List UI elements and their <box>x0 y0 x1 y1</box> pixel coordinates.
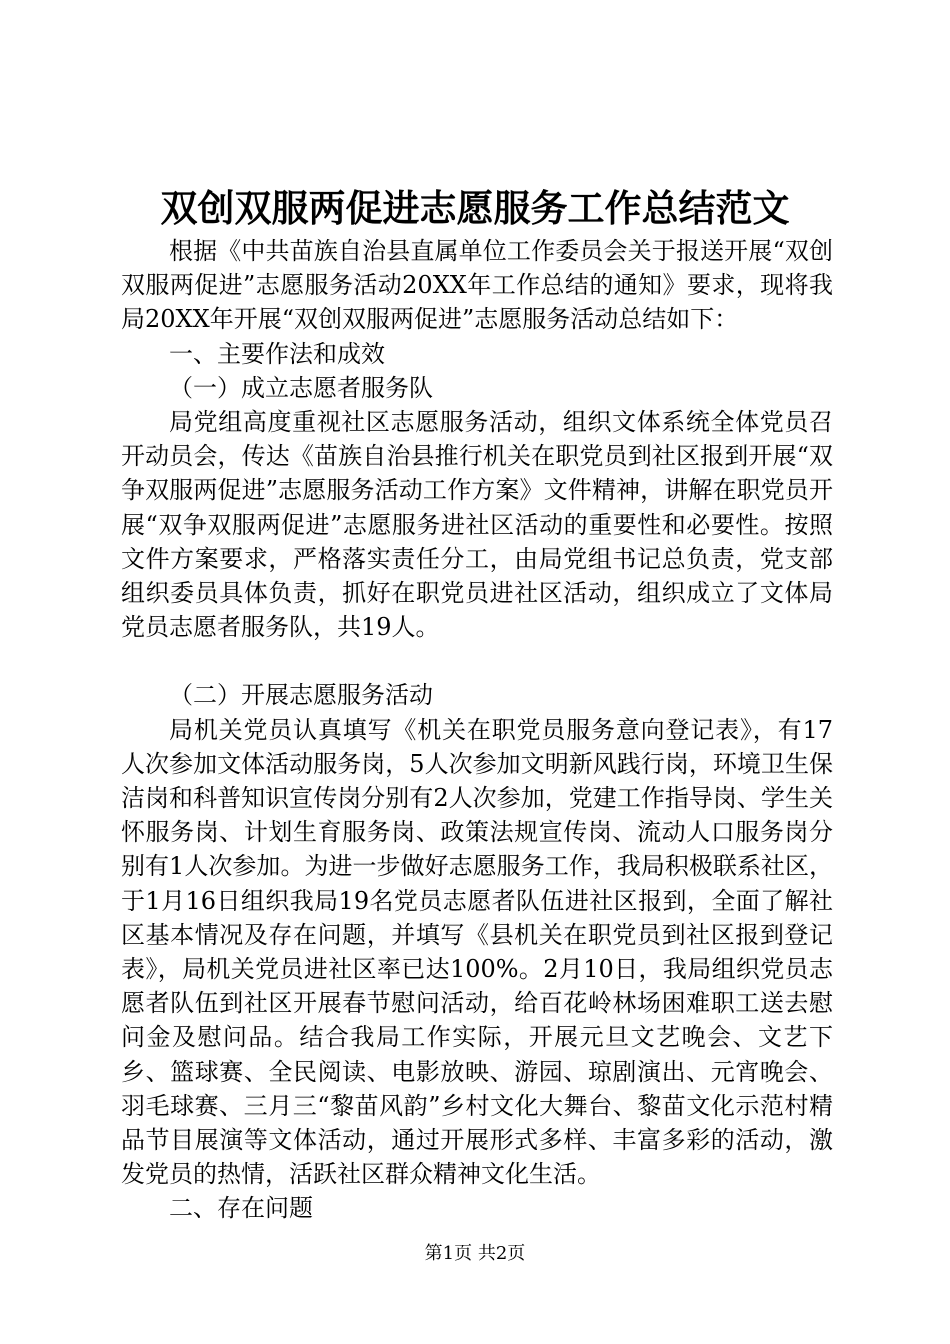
intro-paragraph: 根据《中共苗族自治县直属单位工作委员会关于报送开展“双创双服两促进”志愿服务活动20XX年工作总结的通知》要求，现将我局20XX年开展“双创双服两促进”志愿服务活动总结如下： <box>121 237 833 334</box>
section-heading-2: 二、存在问题 <box>169 1194 313 1223</box>
section-heading-1: 一、主要作法和成效 <box>169 339 385 368</box>
subsection-paragraph-2: 局机关党员认真填写《机关在职党员服务意向登记表》，有17人次参加文体活动服务岗，5人次参加文明新风践行岗，环境卫生保洁岗和科普知识宣传岗分别有2人次参加，党建工作指导岗、学生关怀服务岗、计划生育服务岗、政策法规宣传岗、流动人口服务岗分别有1人次参加。为进一步做好志愿服务工作，我局积极联系社区，于1月16日组织我局19名党员志愿者队伍进社区报到，全面了解社区基本情况及存在问题，并填写《县机关在职党员到社区报到登记表》，局机关党员进社区率已达100%。2月10日，我局组织党员志愿者队伍到社区开展春节慰问活动，给百花岭林场困难职工送去慰问金及慰问品。结合我局工作实际，开展元旦文艺晚会、文艺下乡、篮球赛、全民阅读、电影放映、游园、琼剧演出、元宵晚会、羽毛球赛、三月三“黎苗风韵”乡村文化大舞台、黎苗文化示范村精品节目展演等文体活动，通过开展形式多样、丰富多彩的活动，激发党员的热情，活跃社区群众精神文化生活。 <box>121 715 833 1189</box>
subsection-heading-2: （二）开展志愿服务活动 <box>169 681 433 710</box>
subsection-paragraph-1: 局党组高度重视社区志愿服务活动，组织文体系统全体党员召开动员会，传达《苗族自治县推行机关在职党员到社区报到开展“双争双服两促进”志愿服务活动工作方案》文件精神，讲解在职党员开展“双争双服两促进”志愿服务进社区活动的重要性和必要性。按照文件方案要求，严格落实责任分工，由局党组书记总负责，党支部组织委员具体负责，抓好在职党员进社区活动，组织成立了文体局党员志愿者服务队，共19人。 <box>121 408 833 642</box>
document-title: 双创双服两促进志愿服务工作总结范文 <box>160 186 790 230</box>
page-number: 第1页 共2页 <box>424 1243 526 1264</box>
subsection-heading-1: （一）成立志愿者服务队 <box>169 373 433 402</box>
paragraph-spacer <box>121 644 833 678</box>
document-body <box>121 234 833 1226</box>
